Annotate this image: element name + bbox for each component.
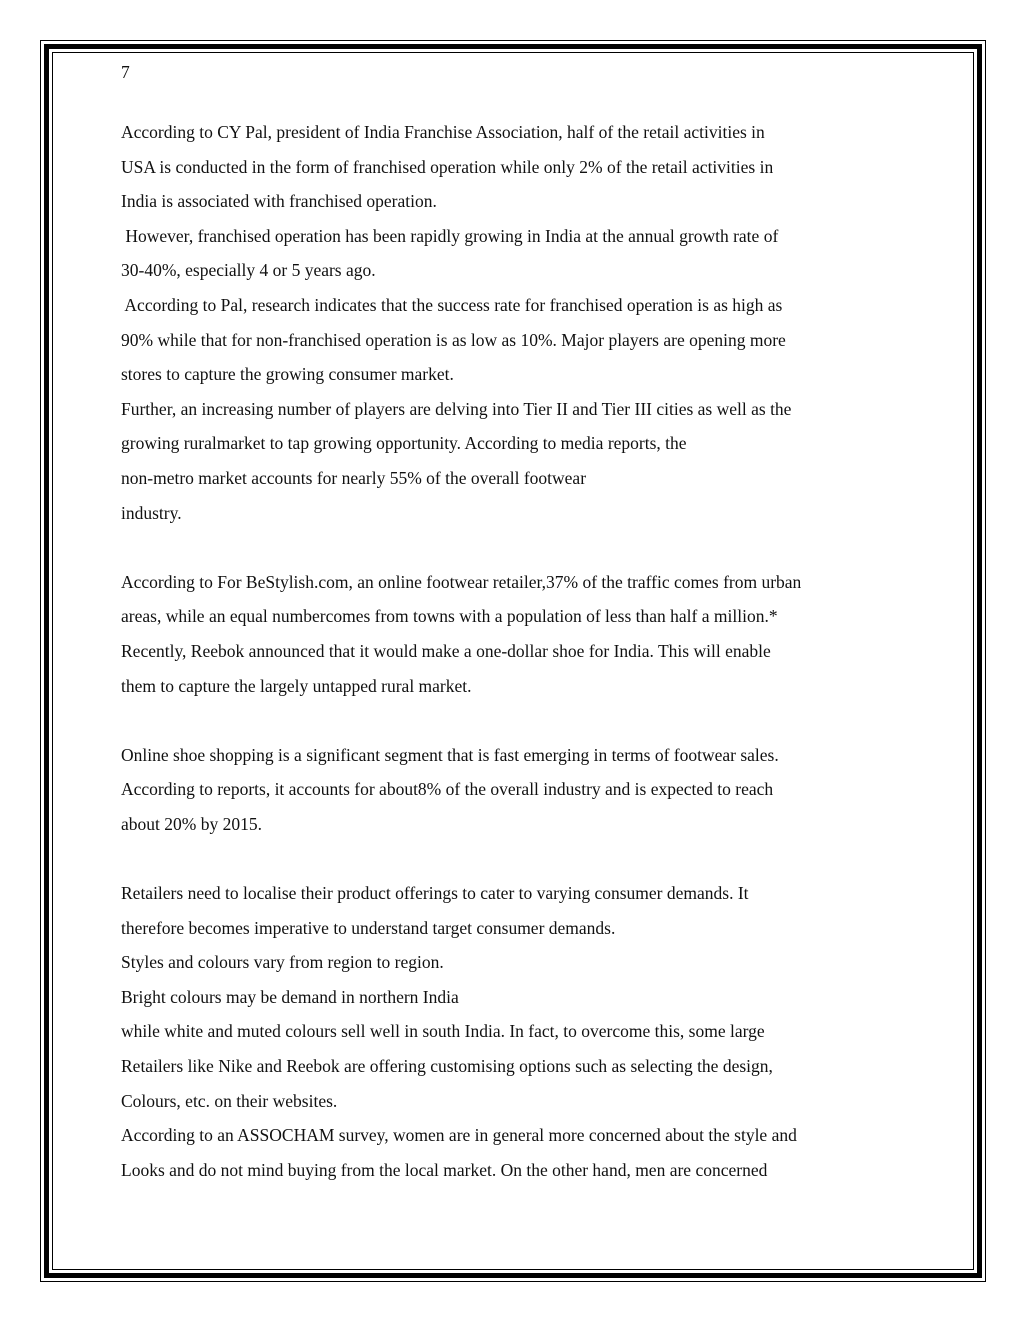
text-line: while white and muted colours sell well in south India. In fact, to overcome this, some large <box>121 1021 765 1042</box>
text-line: them to capture the largely untapped rural market. <box>121 675 472 696</box>
text-line: Recently, Reebok announced that it would make a one-dollar shoe for India. This will enable <box>121 640 771 661</box>
text-line: Colours, etc. on their websites. <box>121 1090 338 1111</box>
paragraph-spacer <box>121 530 921 565</box>
text-line: about 20% by 2015. <box>121 813 262 834</box>
text-line: non-metro market accounts for nearly 55% of the overall footwear <box>121 467 587 488</box>
text-line: areas, while an equal numbercomes from towns with a population of less than half a million.* <box>121 606 778 627</box>
paragraph-spacer <box>121 703 921 738</box>
text-line: 30-40%, especially 4 or 5 years ago. <box>121 260 376 281</box>
text-line: However, franchised operation has been rapidly growing in India at the annual growth rate of <box>121 225 779 246</box>
text-line: stores to capture the growing consumer market. <box>121 364 454 385</box>
text-line: Retailers need to localise their product offerings to cater to varying consumer demands. It <box>121 883 749 904</box>
page-number: 7 <box>121 62 130 82</box>
text-line: Further, an increasing number of players are delving into Tier II and Tier III cities as well as the <box>121 398 792 419</box>
text-line: According to CY Pal, president of India Franchise Association, half of the retail activities in <box>121 122 765 142</box>
text-line: Online shoe shopping is a significant segment that is fast emerging in terms of footwear sales. <box>121 744 779 765</box>
text-line: According to reports, it accounts for about8% of the overall industry and is expected to reach <box>121 779 774 800</box>
text-line: According to an ASSOCHAM survey, women are in general more concerned about the style and <box>121 1125 797 1146</box>
text-line: growing ruralmarket to tap growing opportunity. According to media reports, the <box>121 433 687 454</box>
text-line: Retailers like Nike and Reebok are offering customising options such as selecting the design, <box>121 1056 773 1077</box>
text-line: Styles and colours vary from region to region. <box>121 952 444 973</box>
text-line: According to Pal, research indicates that the success rate for franchised operation is as high as <box>121 294 783 315</box>
text-line: Bright colours may be demand in northern India <box>121 986 459 1007</box>
text-line: 90% while that for non-franchised operation is as low as 10%. Major players are opening more <box>121 329 786 350</box>
text-line: Looks and do not mind buying from the local market. On the other hand, men are concerned <box>121 1159 768 1180</box>
text-line: According to For BeStylish.com, an online footwear retailer,37% of the traffic comes from urban <box>121 571 802 592</box>
text-line: industry. <box>121 502 182 523</box>
text-line: USA is conducted in the form of franchised operation while only 2% of the retail activities in <box>121 156 774 177</box>
text-line: India is associated with franchised operation. <box>121 191 437 212</box>
paragraph-spacer <box>121 841 921 876</box>
document-body <box>121 115 921 1187</box>
text-line: therefore becomes imperative to understand target consumer demands. <box>121 917 616 938</box>
